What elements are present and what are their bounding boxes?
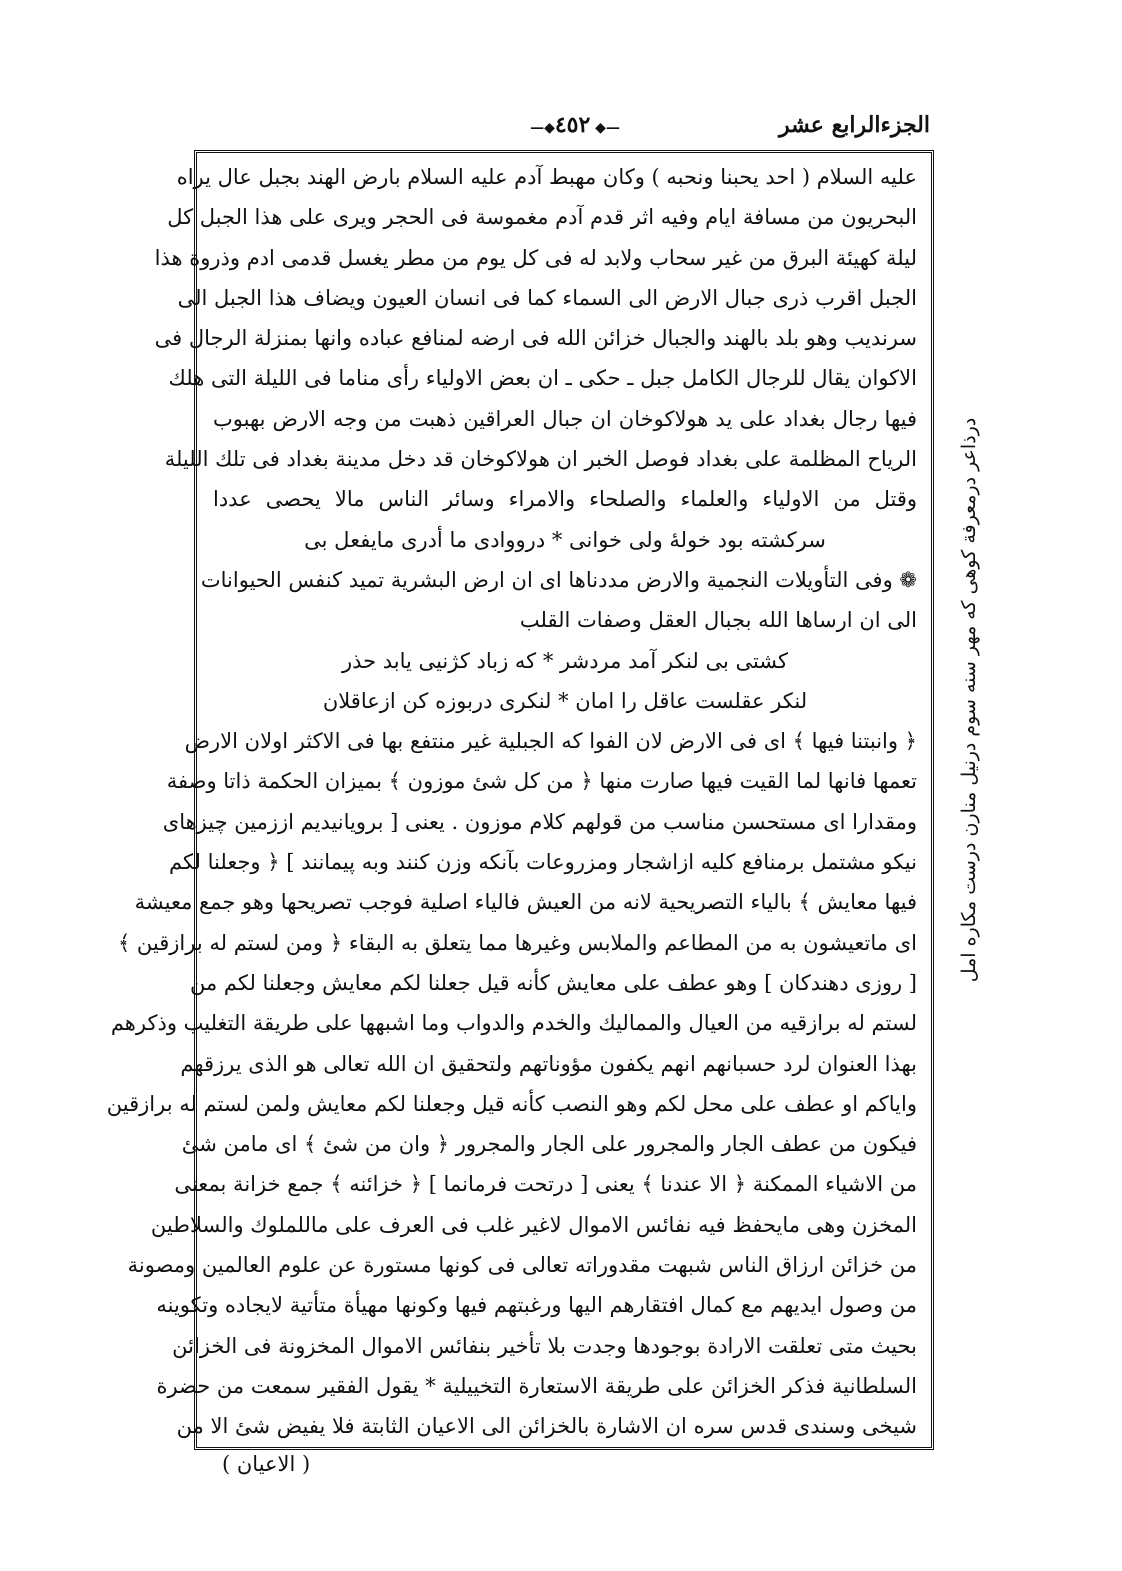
margin-note (952, 320, 986, 1080)
text-line: ❁ وفى التأويلات النجمية والارض مددناها اى ان ارض البشرية تميد كنفس الحيوانات (200, 567, 917, 592)
text-line: من وصول ايديهم مع كمال افتقارهم اليها ورغبتهم فيها وكونها مهيأة متأتية لايجاده وتكوينه (156, 1293, 917, 1318)
text-line: الاكوان يقال للرجال الكامل جبل ـ حكى ـ ان بعض الاولياء رأى مناما فى الليلة التى هلك (168, 366, 917, 391)
text-line: السلطانية فذكر الخزائن على طريقة الاستعارة التخييلية * يقول الفقير سمعت من حضرة (156, 1373, 917, 1398)
text-line: فيكون من عطف الجار والمجرور على الجار والمجرور ﴿ وان من شئ ﴾ اى مامن شئ (181, 1132, 917, 1157)
text-line: اى ماتعيشون به من المطاعم والملابس وغيرها مما يتعلق به البقاء ﴿ ومن لستم له برازقين ﴾ (117, 930, 917, 955)
text-line: ﴿ وانبتنا فيها ﴾ اى فى الارض لان الفوا كه الجبلية غير منتفع بها فى الاكثر اولان الارض (184, 729, 917, 754)
verse-line: سركشته بود خولهٔ ولى خوانى * درووادى ما أدرى مايفعل بى (304, 527, 826, 552)
text-line: الى ان ارساها الله بجبال العقل وصفات القلب (519, 608, 917, 633)
text-line: من الاشياء الممكنة ﴿ الا عندنا ﴾ يعنى [ درتحت فرمانما ] ﴿ خزائنه ﴾ جمع خزانة بمعنى (174, 1172, 917, 1197)
text-line: من خزائن ارزاق الناس شبهت مقدوراته تعالى فى كونها مستورة عن علوم العالمين ومصونة (127, 1253, 917, 1278)
text-line: ومقدارا اى مستحسن مناسب من قولهم كلام موزون . يعنى [ برويانيديم اززمين چيزهاى (162, 809, 917, 834)
text-frame (106, 150, 934, 1450)
text-line: البحريون من مسافة ايام وفيه اثر قدم آدم مغموسة فى الحجر ويرى على هذا الجبل كل (167, 205, 917, 230)
text-line: بهذا العنوان لرد حسبانهم انهم يكفون مؤوناتهم ولتحقيق ان الله تعالى هو الذى يرزقهم (180, 1051, 917, 1076)
running-title: الجزءالرابع عشر (779, 112, 930, 138)
text-line: نيكو مشتمل برمنافع كليه ازاشجار ومزروعات بآنكه وزن كنند وبه پيمانند ] ﴿ وجعلنا لكم (168, 850, 917, 875)
text-line: ليلة كهيئة البرق من غير سحاب ولابد له فى كل يوم من مطر يغسل قدمى ادم وذروة هذا (154, 245, 917, 270)
verse-line: لنكر عقلست عاقل را امان * لنكرى دربوزه كن ازعاقلان (322, 688, 808, 713)
text-line: المخزن وهى مايحفظ فيه نفائس الاموال لاغير غلب فى العرف على ماللملوك والسلاطين (150, 1212, 917, 1237)
margin-note-text: درذاعر درمعرفة کوهی که مهر سنه سوم درنیل منارن درست مکاره امل (958, 417, 980, 983)
text-line: عليه السلام ( احد يحبنا ونحبه ) وكان مهبط آدم عليه السلام بارض الهند بجبل عال يراه (176, 165, 917, 189)
text-line: [ روزى دهندكان ] وهو عطف على معايش كأنه قيل جعلنا لكم معايش وجعلنا لكم من (189, 970, 917, 995)
body-text (106, 157, 917, 1447)
verse-line: كشتى بى لنكر آمد مردشر * كه زباد كژنيى يابد حذر (341, 648, 789, 673)
page-number: —◆ ٤٥٢ ◆— (520, 112, 630, 138)
page-header (190, 112, 930, 148)
text-line: سرنديب وهو بلد بالهند والجبال خزائن الله فى ارضه لمنافع عباده وانها بمنزلة الرجال فى (154, 326, 917, 351)
text-line: الجبل اقرب ذرى جبال الارض الى السماء كما فى انسان العيون ويضاف هذا الجبل الى (177, 285, 917, 310)
text-line: تعمها فانها لما القيت فيها صارت منها ﴿ من كل شئ موزون ﴾ بميزان الحكمة ذاتا وصفة (166, 769, 917, 794)
text-line: لستم له برازقيه من العيال والمماليك والخدم والدواب وما اشبهها على طريقة التغليب وذكرهم (110, 1011, 917, 1036)
text-line: وقتل من الاولياء والعلماء والصلحاء والامراء وسائر الناس مالا يحصى عددا (213, 487, 917, 512)
text-line: فيها معايش ﴾ بالياء التصريحية لانه من العيش فالياء اصلية فوجب تصريحها وهو جمع معيشة (134, 890, 917, 915)
text-line: شيخى وسندى قدس سره ان الاشارة بالخزائن الى الاعيان الثابتة فلا يفيض شئ الا من (176, 1414, 917, 1439)
text-line: بحيث متى تعلقت الارادة بوجودها وجدت بلا تأخير بنفائس الاموال المخزونة فى الخزائن (172, 1333, 917, 1358)
text-line: واياكم او عطف على محل لكم وهو النصب كأنه قيل وجعلنا لكم معايش ولمن لستم له برازقين (106, 1091, 917, 1116)
text-line: فيها رجال بغداد على يد هولاكوخان ان جبال العراقين ذهبت من وجه الارض بهبوب (213, 406, 917, 431)
catchword: ( الاعيان ) (222, 1452, 311, 1476)
text-line: الرياح المظلمة على بغداد فوصل الخبر ان هولاكوخان قد دخل مدينة بغداد فى تلك الليلة (164, 447, 917, 472)
